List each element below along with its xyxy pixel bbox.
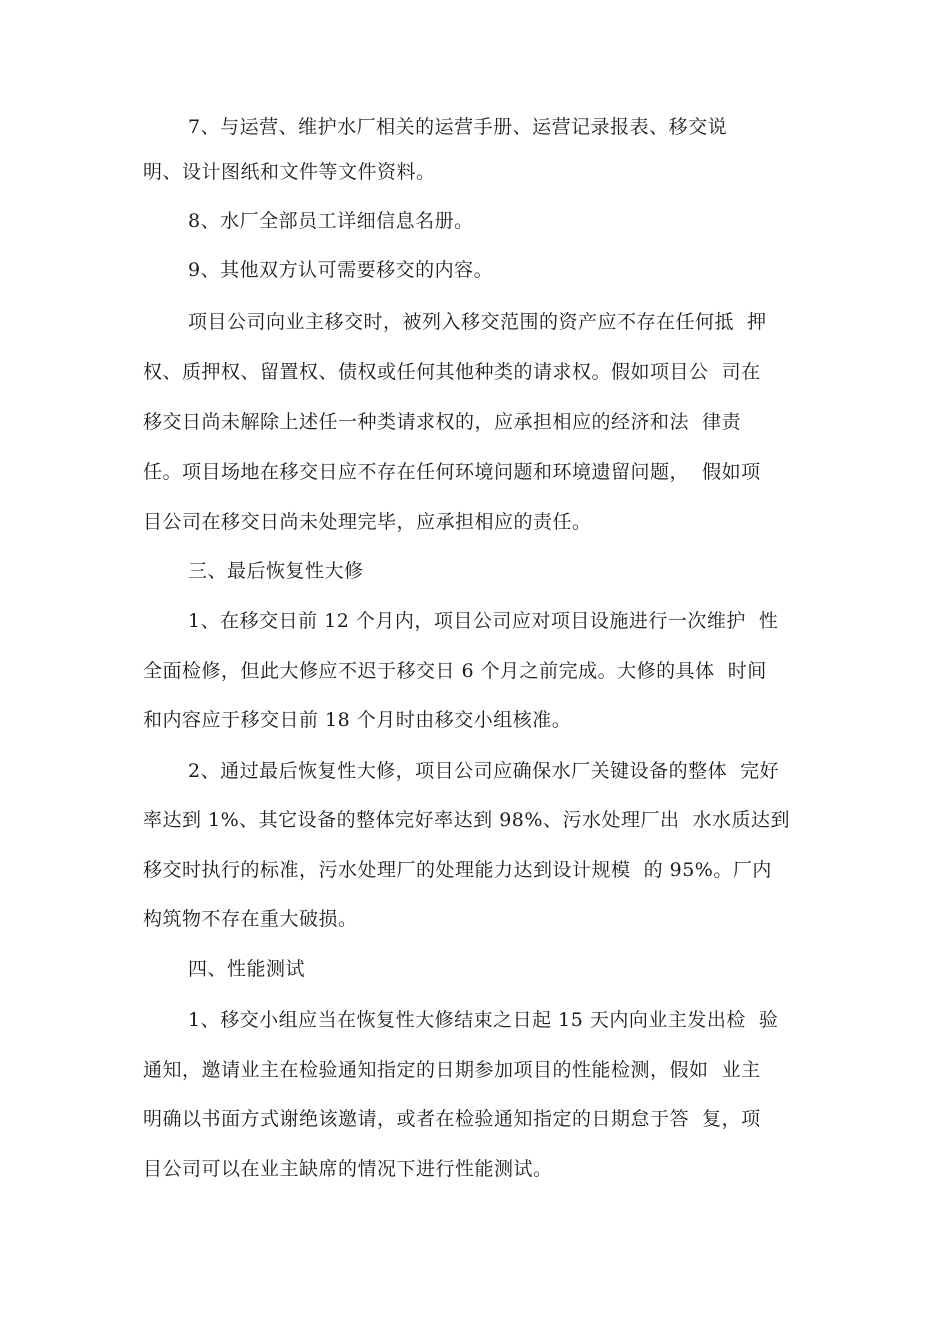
text-line: 7、与运营、维护水厂相关的运营手册、运营记录报表、移交说 xyxy=(188,116,728,138)
text-line: 目公司在移交日尚未处理完毕，应承担相应的责任。 xyxy=(143,511,592,533)
text-line: 明、设计图纸和文件等文件资料。 xyxy=(143,161,436,183)
text-line: 项目公司向业主移交时，被列入移交范围的资产应不存在任何抵 押 xyxy=(188,311,767,333)
text-line: 任。项目场地在移交日应不存在任何环境问题和环境遗留问题， 假如项 xyxy=(143,461,761,483)
text-line: 目公司可以在业主缺席的情况下进行性能测试。 xyxy=(143,1158,553,1180)
text-line: 移交日尚未解除上述任一种类请求权的，应承担相应的经济和法 律责 xyxy=(143,411,742,433)
text-line: 1、移交小组应当在恢复性大修结束之日起 15 天内向业主发出检 验 xyxy=(188,1009,779,1031)
text-line: 构筑物不存在重大破损。 xyxy=(143,908,358,930)
text-line: 2、通过最后恢复性大修，项目公司应确保水厂关键设备的整体 完好 xyxy=(188,760,780,782)
text-line: 和内容应于移交日前 18 个月时由移交小组核准。 xyxy=(143,709,572,731)
text-line: 全面检修，但此大修应不迟于移交日 6 个月之前完成。大修的具体 时间 xyxy=(143,660,767,682)
text-line: 明确以书面方式谢绝该邀请，或者在检验通知指定的日期怠于答 复，项 xyxy=(143,1108,761,1130)
text-line: 权、质押权、留置权、债权或任何其他种类的请求权。假如项目公 司在 xyxy=(143,361,761,383)
section-heading: 三、最后恢复性大修 xyxy=(188,560,364,582)
text-line: 移交时执行的标准，污水处理厂的处理能力达到设计规模 的 95%。厂内 xyxy=(143,859,772,881)
text-line: 率达到 1%、其它设备的整体完好率达到 98%、污水处理厂出 水水质达到 xyxy=(143,809,791,831)
text-line: 1、在移交日前 12 个月内，项目公司应对项目设施进行一次维护 性 xyxy=(188,610,779,632)
text-line: 通知，邀请业主在检验通知指定的日期参加项目的性能检测，假如 业主 xyxy=(143,1059,761,1081)
text-line: 9、其他双方认可需要移交的内容。 xyxy=(188,259,494,281)
section-heading: 四、性能测试 xyxy=(188,958,306,980)
text-line: 8、水厂全部员工详细信息名册。 xyxy=(188,210,474,232)
